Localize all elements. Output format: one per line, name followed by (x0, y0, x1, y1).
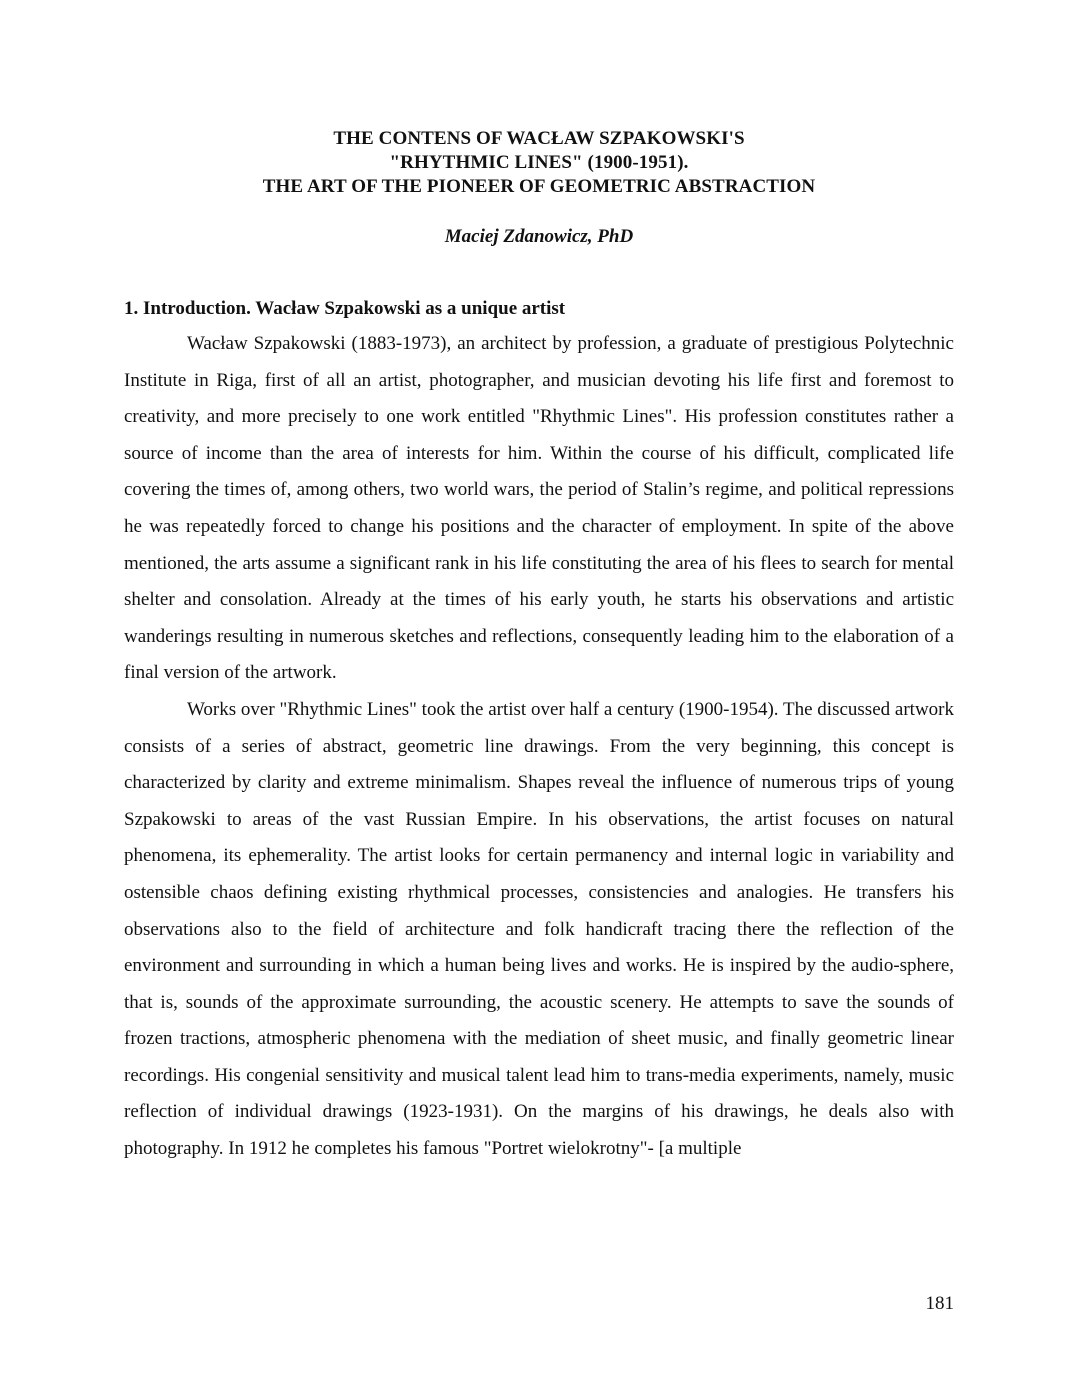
title-line-3: THE ART OF THE PIONEER OF GEOMETRIC ABSTRACTION (262, 176, 816, 197)
title-line-2: "RHYTHMIC LINES" (1900-1951). (389, 152, 689, 173)
paragraph: Wacław Szpakowski (1883-1973), an architect by profession, a graduate of prestigious Polytechnic Institute in Riga, first of all an artist, photographer, and musician devoting his life first and foremost to creativity, and more precisely to one work entitled "Rhythmic Lines". His profession constitutes rather a source of income than the area of interests for him. Within the course of his difficult, complicated life covering the times of, among others, two world wars, the period of Stalin’s regime, and political repressions he was repeatedly forced to change his positions and the character of employment. In spite of the above mentioned, the arts assume a significant rank in his life constituting the area of his flees to search for mental shelter and consolation. Already at the times of his early youth, he starts his observations and artistic wanderings resulting in numerous sketches and reflections, consequently leading him to the elaboration of a final version of the artwork. (124, 333, 954, 684)
paragraph: Works over "Rhythmic Lines" took the artist over half a century (1900-1954). The discussed artwork consists of a series of abstract, geometric line drawings. From the very beginning, this concept is characterized by clarity and extreme minimalism. Shapes reveal the influence of numerous trips of young Szpakowski to areas of the vast Russian Empire. In his observations, the artist focuses on natural phenomena, its ephemerality. The artist looks for certain permanency and internal logic in variability and ostensible chaos defining existing rhythmical processes, consistencies and analogies. He transfers his observations also to the field of architecture and folk handicraft tracing there the reflection of the environment and surrounding in which a human being lives and works. He is inspired by the audio-sphere, that is, sounds of the approximate surrounding, the acoustic scenery. He attempts to save the sounds of frozen tractions, atmospheric phenomena with the mediation of sheet music, and finally geometric linear recordings. His congenial sensitivity and musical talent lead him to trans-media experiments, namely, music reflection of individual drawings (1923-1931). On the margins of his drawings, he deals also with photography. In 1912 he completes his famous "Portret wielokrotny"- [a multiple (124, 698, 954, 1160)
body-text (124, 326, 954, 1168)
section-heading: 1. Introduction. Wacław Szpakowski as a unique artist (124, 298, 566, 319)
title-line-1: THE CONTENS OF WACŁAW SZPAKOWSKI'S (333, 128, 745, 149)
paper-title (124, 127, 954, 199)
author-name: Maciej Zdanowicz, PhD (444, 226, 634, 247)
page-number: 181 (925, 1293, 954, 1314)
